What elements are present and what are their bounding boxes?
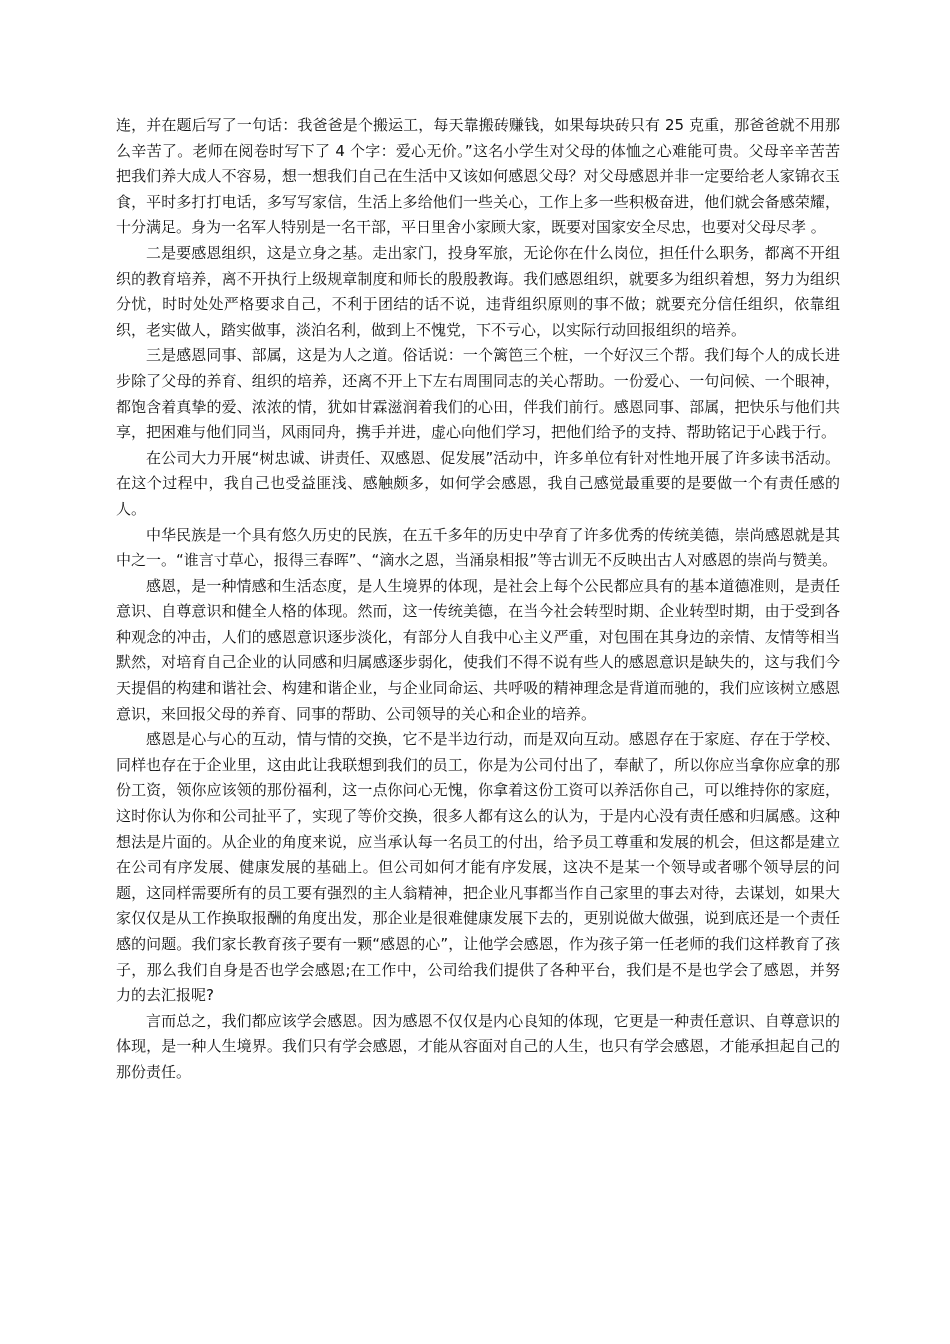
paragraph-4: 在公司大力开展“树忠诚、讲责任、双感恩、促发展”活动中，许多单位有针对性地开展了许多读书活动。在这个过程中，我自己也受益匪浅、感触颇多，如何学会感恩，我自己感觉最重要的是要做一个有责任感的人。 <box>116 448 840 518</box>
paragraph-8: 言而总之，我们都应该学会感恩。因为感恩不仅仅是内心良知的体现，它更是一种责任意识、自尊意识的体现，是一种人生境界。我们只有学会感恩，才能从容面对自己的人生，也只有学会感恩，才能承担起自己的那份责任。 <box>116 1011 840 1081</box>
paragraph-3: 三是感恩同事、部属，这是为人之道。俗话说：一个篱笆三个桩，一个好汉三个帮。我们每个人的成长进步除了父母的养育、组织的培养，还离不开上下左右周围同志的关心帮助。一份爱心、一句问候、一个眼神，都饱含着真挚的爱、浓浓的情，犹如甘霖滋润着我们的心田，伴我们前行。感恩同事、部属，把快乐与他们共享，把困难与他们同当，风雨同舟，携手并进，虚心向他们学习，把他们给予的支持、帮助铭记于心践于行。 <box>116 346 840 442</box>
paragraph-1: 连，并在题后写了一句话：我爸爸是个搬运工，每天靠搬砖赚钱，如果每块砖只有 25 克重，那爸爸就不用那么辛苦了。老师在阅卷时写下了 4 个字：爱心无价。”这名小学生对父母的体恤之心难能可贵。父母辛辛苦苦把我们养大成人不容易，想一想我们自己在生活中又该如何感恩父母？对父母感恩并非一定要给老人家锦衣玉食，平时多打打电话，多写写家信，生活上多给他们一些关心，工作上多一些积极奋进，他们就会备感荣耀，十分满足。身为一名军人特别是一名干部，平日里舍小家顾大家，既要对国家安全尽忠，也要对父母尽孝 。 <box>116 116 840 237</box>
document-body <box>116 113 840 1086</box>
paragraph-6: 感恩，是一种情感和生活态度，是人生境界的体现，是社会上每个公民都应具有的基本道德准则，是责任意识、自尊意识和健全人格的体现。然而，这一传统美德，在当今社会转型时期、企业转型时期，由于受到各种观念的冲击，人们的感恩意识逐步淡化，有部分人自我中心主义严重，对包围在其身边的亲情、友情等相当默然，对培育自己企业的认同感和归属感逐步弱化，使我们不得不说有些人的感恩意识是缺失的，这与我们今天提倡的构建和谐社会、构建和谐企业，与企业同命运、共呼吸的精神理念是背道而驰的，我们应该树立感恩意识，来回报父母的养育、同事的帮助、公司领导的关心和企业的培养。 <box>116 576 840 723</box>
paragraph-2: 二是要感恩组织，这是立身之基。走出家门，投身军旅，无论你在什么岗位，担任什么职务，都离不开组织的教育培养，离不开执行上级规章制度和师长的殷殷教诲。我们感恩组织，就要多为组织着想，努力为组织分忧，时时处处严格要求自己，不利于团结的话不说，违背组织原则的事不做；就要充分信任组织，依靠组织，老实做人，踏实做事，淡泊名利，做到上不愧党，下不亏心，以实际行动回报组织的培养。 <box>116 243 840 339</box>
paragraph-5: 中华民族是一个具有悠久历史的民族，在五千多年的历史中孕育了许多优秀的传统美德，崇尚感恩就是其中之一。“谁言寸草心，报得三春晖”、“滴水之恩，当涌泉相报”等古训无不反映出古人对感恩的崇尚与赞美。 <box>116 525 840 570</box>
paragraph-7: 感恩是心与心的互动，情与情的交换，它不是半边行动，而是双向互动。感恩存在于家庭、存在于学校、同样也存在于企业里，这由此让我联想到我们的员工，你是为公司付出了，奉献了，所以你应当拿你应拿的那份工资，领你应该领的那份福利，这一点你问心无愧，你拿着这份工资可以养活你自己，可以维持你的家庭，这时你认为你和公司扯平了，实现了等价交换，很多人都有这么的认为，于是内心没有责任感和归属感。这种想法是片面的。从企业的角度来说，应当承认每一名员工的付出，给予员工尊重和发展的机会，但这都是建立在公司有序发展、健康发展的基础上。但公司如何才能有序发展，这决不是某一个领导或者哪个领导层的问题，这同样需要所有的员工要有强烈的主人翁精神，把企业凡事都当作自己家里的事去对待，去谋划，如果大家仅仅是从工作换取报酬的角度出发，那企业是很难健康发展下去的，更别说做大做强，说到底还是一个责任感的问题。我们家长教育孩子要有一颗“感恩的心”，让他学会感恩，作为孩子第一任老师的我们这样教育了孩子，那么我们自身是否也学会感恩;在工作中，公司给我们提供了各种平台，我们是不是也学会了感恩，并努力的去汇报呢? <box>116 730 840 1005</box>
